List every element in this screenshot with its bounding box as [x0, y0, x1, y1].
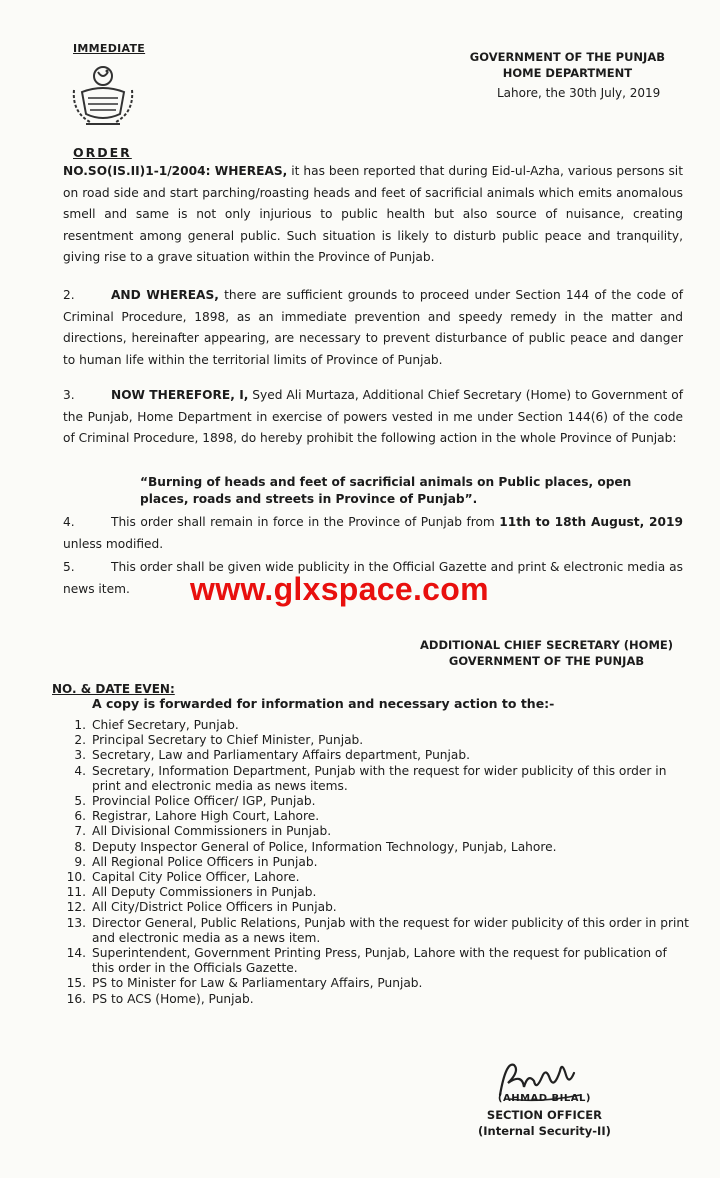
watermark-url: www.glxspace.com: [190, 571, 489, 607]
signatory-designation: SECTION OFFICER: [486, 1108, 602, 1122]
distribution-item: [62, 946, 692, 976]
distribution-item-number: 11.: [66, 885, 86, 900]
paragraph-3-lead: NOW THEREFORE, I,: [111, 388, 249, 402]
distribution-item-number: 8.: [74, 839, 86, 854]
signatory-block-acs: [420, 637, 673, 669]
government-name: GOVERNMENT OF THE PUNJAB: [469, 50, 665, 64]
distribution-item-text: Deputy Inspector General of Police, Information Technology, Punjab, Lahore.: [92, 839, 557, 854]
order-validity-dates: 11th to 18th August, 2019: [499, 515, 683, 529]
issue-date: Lahore, the 30th July, 2019: [497, 86, 661, 100]
paragraph-number: 5.: [63, 560, 75, 574]
distribution-item: [62, 885, 692, 900]
distribution-item-number: 15.: [66, 976, 86, 991]
order-heading: ORDER: [73, 145, 132, 160]
paragraph-number: 2.: [63, 288, 75, 302]
paragraph-number: 3.: [63, 388, 75, 402]
paragraph-4: [63, 512, 683, 555]
distribution-item: [62, 992, 692, 1007]
distribution-item: [62, 809, 692, 824]
distribution-item: [62, 824, 692, 839]
paragraph-4-tail: unless modified.: [63, 536, 164, 551]
distribution-item-text: Secretary, Information Department, Punjab with the request for wider publicity of this order in print and electronic media as news items.: [92, 763, 667, 793]
distribution-item-number: 4.: [74, 763, 86, 778]
paragraph-2: [63, 285, 683, 371]
distribution-item: [62, 916, 692, 946]
distribution-reference: NO. & DATE EVEN:: [52, 682, 175, 696]
signatory-government: GOVERNMENT OF THE PUNJAB: [448, 654, 645, 668]
distribution-item: [62, 764, 692, 794]
priority-label: IMMEDIATE: [73, 42, 146, 55]
paragraph-2-lead: AND WHEREAS,: [111, 288, 219, 302]
distribution-item-text: Superintendent, Government Printing Press, Punjab, Lahore with the request for publication of this order in the Officials Gazette.: [92, 946, 667, 976]
distribution-item: [62, 748, 692, 763]
distribution-item: [62, 855, 692, 870]
distribution-list: [62, 718, 692, 1007]
distribution-item-text: All Deputy Commissioners in Punjab.: [92, 885, 317, 900]
distribution-item-text: PS to ACS (Home), Punjab.: [92, 991, 254, 1006]
paragraph-1-text: it has been reported that during Eid-ul-Azha, various persons sit on road side and start parching/roasting heads and feet of sacrificial animals which emits anomalous smell and same is not only injurious to public health but also source of nuisance, creating resentment among general public. Such situation is likely to disturb public peace and tranquility, giving rise to a grave situation within the Province of Punjab.: [63, 164, 683, 264]
department-name: HOME DEPARTMENT: [502, 66, 633, 80]
signatory-name: (AHMAD BILAL): [497, 1093, 591, 1104]
distribution-item-text: All City/District Police Officers in Punjab.: [92, 900, 337, 915]
distribution-item: [62, 733, 692, 748]
paragraph-4-text: This order shall remain in force in the Province of Punjab from: [111, 515, 500, 529]
distribution-item: [62, 976, 692, 991]
distribution-intro: A copy is forwarded for information and necessary action to the:-: [92, 696, 555, 711]
distribution-item-number: 6.: [74, 809, 86, 824]
distribution-item-number: 9.: [74, 854, 86, 869]
distribution-item-number: 2.: [74, 733, 86, 748]
prohibited-action-quote: “Burning of heads and feet of sacrificial animals on Public places, open places, roads and streets in Province of Punjab”.: [140, 475, 632, 506]
paragraph-number: 4.: [63, 515, 75, 529]
signatory-block-section-officer: [478, 1091, 611, 1139]
distribution-item-number: 7.: [74, 824, 86, 839]
distribution-item-text: Chief Secretary, Punjab.: [92, 718, 239, 732]
distribution-item-number: 14.: [66, 946, 86, 961]
distribution-item-text: Secretary, Law and Parliamentary Affairs department, Punjab.: [92, 748, 470, 763]
signatory-unit: (Internal Security-II): [478, 1124, 611, 1138]
distribution-item-text: All Divisional Commissioners in Punjab.: [92, 824, 332, 839]
distribution-item: [62, 718, 692, 733]
paragraph-1: [63, 161, 683, 269]
paragraph-3: [63, 385, 683, 450]
distribution-item-number: 10.: [66, 870, 86, 885]
distribution-item-number: 1.: [74, 718, 86, 732]
distribution-item: [62, 870, 692, 885]
distribution-item-text: Director General, Public Relations, Punjab with the request for wider publicity of this order in print and electronic media as a news item.: [92, 915, 689, 945]
distribution-item-number: 5.: [74, 794, 86, 809]
paragraph-2-text: there are sufficient grounds to proceed under Section 144 of the code of Criminal Procedure, 1898, as an immediate prevention and speedy remedy in the matter and directions, hereinafter appearing, are necessary to prevent disturbance of public peace and danger to human life within the territorial limits of Province of Punjab.: [63, 288, 683, 367]
distribution-item: [62, 840, 692, 855]
signatory-title: ADDITIONAL CHIEF SECRETARY (HOME): [420, 638, 673, 652]
distribution-item-text: Capital City Police Officer, Lahore.: [92, 870, 300, 885]
distribution-item-text: Registrar, Lahore High Court, Lahore.: [92, 809, 320, 824]
paragraph-3-text: Syed Ali Murtaza, Additional Chief Secretary (Home) to Government of the Punjab, Home Department in exercise of powers vested in me under Section 144(6) of the code of Criminal Procedure, 1898, do hereby prohibit the following action in the whole Province of Punjab:: [63, 388, 683, 445]
distribution-item-number: 12.: [66, 900, 86, 915]
distribution-item: [62, 794, 692, 809]
distribution-item-text: PS to Minister for Law & Parliamentary Affairs, Punjab.: [92, 976, 423, 991]
order-reference: NO.SO(IS.II)1-1/2004: WHEREAS,: [63, 164, 288, 178]
distribution-item-number: 3.: [74, 748, 86, 763]
distribution-item-number: 16.: [66, 991, 86, 1006]
government-header: [470, 49, 665, 81]
distribution-item: [62, 900, 692, 915]
distribution-item-text: Provincial Police Officer/ IGP, Punjab.: [92, 794, 316, 809]
paragraph-5-text: This order shall be given wide publicity in the Official Gazette and print & electronic media as news item.: [63, 560, 683, 596]
distribution-item-number: 13.: [66, 915, 86, 930]
punjab-government-emblem: [68, 60, 138, 130]
distribution-item-text: Principal Secretary to Chief Minister, Punjab.: [92, 733, 364, 748]
distribution-item-text: All Regional Police Officers in Punjab.: [92, 854, 318, 869]
